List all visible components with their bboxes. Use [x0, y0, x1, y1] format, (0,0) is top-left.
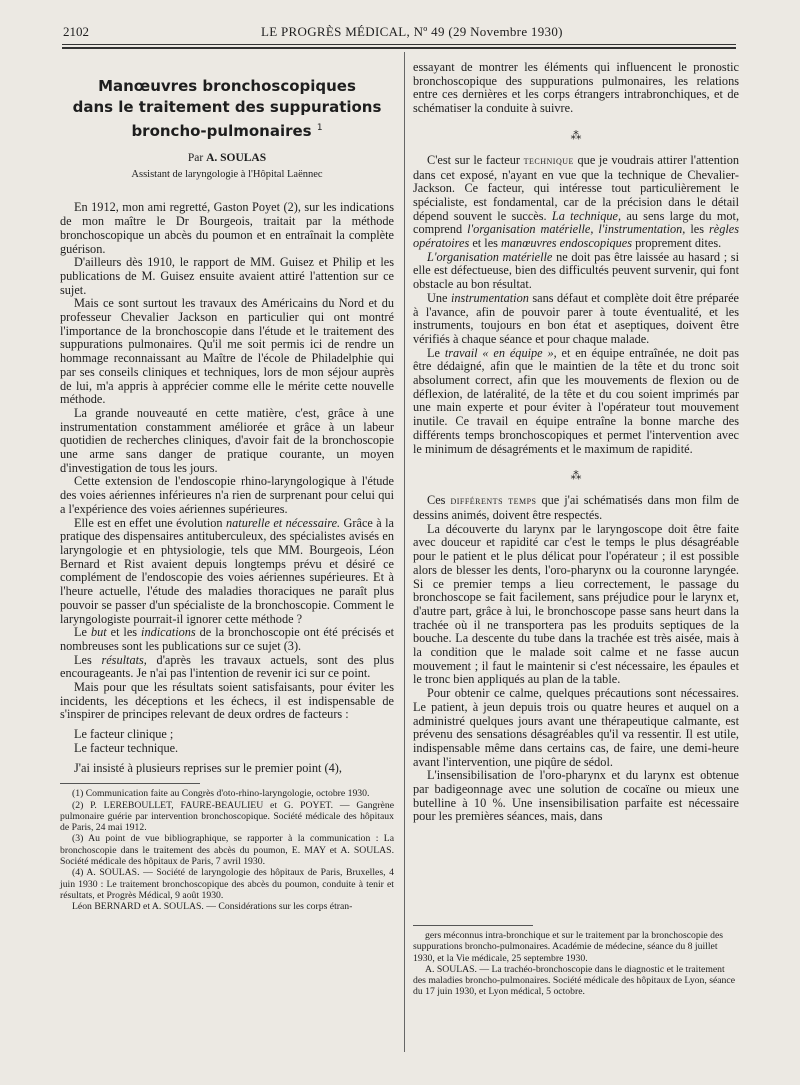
paragraph: La découverte du larynx par le laryngoscope doit être faite avec douceur et rapidité car c'est le temps le plus désagréable pour le patient et le plus délicat pour l'opérateur ; il est possible alors de blesser les dents, l'oro-pharynx ou la couronne laryngée. Si ce premier temps a lieu correctement, le passage du bronchoscope se fait facilement, sans préjudice pour le larynx et, d'autre part, grâce à lui, le bronchoscope passe sans heurt dans la trachée où il ne transportera pas les produits septiques de la bouche. La descente du tube dans la trachée est très aisée, mais à la condition que le malade soit calme et ne fasse aucun mouvement ; il faut le maintenir si c'est nécessaire, les épaules et le tronc bien appliqués au plan de la table. [413, 521, 739, 687]
left-column [60, 60, 394, 913]
author-affiliation: Assistant de laryngologie à l'Hôpital Laënnec [131, 168, 323, 180]
paragraph: Mais ce sont surtout les travaux des Américains du Nord et du professeur Chevalier Jackson en particulier qui ont montré l'importance de la bronchoscopie dans l'étude et le traitement des suppurations pulmonaires. Qu'il me soit permis ici de rendre un hommage reconnaissant au Maître de l'école de Philadelphie qui par ses conseils cliniques et techniques, lors de mon séjour auprès de lui, m'a appris à apprécier comme elle le mérite cette nouvelle méthode. [60, 296, 394, 407]
paragraph: La grande nouveauté en cette matière, c'est, grâce à une instrumentation constamment améliorée et grâce à un labeur quotidien de recherches cliniques, d'avoir fait de la bronchoscopie une arme sans danger de pratique courante, un moyen d'investigation de tous les jours. [60, 405, 394, 475]
footnote: gers méconnus intra-bronchique et sur le traitement par la bronchoscopie des suppurations broncho-pulmonaires. Académie de médecine, séance du 8 juillet 1930, et la Vie médicale, 25 septembre 1930. [413, 930, 724, 964]
title-line-3: broncho-pulmonaires [131, 122, 312, 140]
author-name: A. SOULAS [206, 152, 267, 164]
title-line-2: dans le traitement des suppurations [72, 98, 382, 116]
list-item: Le facteur clinique ; [74, 727, 174, 742]
article-title [60, 76, 394, 142]
paragraph: C'est sur le facteur technique que je voudrais attirer l'attention dans cet exposé, n'ayant en vue que la technique de Chevalier-Jackson. Ce facteur, qui intéresse tout particulièrement le spécialiste, est fondamental, car de la précision dans le détail dépend souvent le succès. La technique, au sens large du mot, comprend l'organisation matérielle, l'instrumentation, les règles opératoires et les manœuvres endoscopiques proprement dites. [413, 152, 740, 251]
right-column [413, 61, 739, 824]
paragraph: essayant de montrer les éléments qui influencent le pronostic bronchoscopique des suppurations pulmonaires, les relations entre ces dernières et les corps étrangers intrabronchiques, et de schématiser la conduite à suivre. [413, 60, 739, 116]
footnote: (4) A. SOULAS. — Société de laryngologie des hôpitaux de Paris, Bruxelles, 4 juin 1930 : Le traitement bronchoscopique des abcès du poumon, conduite à tenir et résultats, et Progrès Médical, 9 août 1930. [60, 867, 394, 901]
paragraph: Le travail « en équipe », et en équipe entraînée, ne doit pas être dédaigné, afin que le maintien de la tête et du tronc soit absolument correct, afin que les mouvements de flexion ou de déflexion, de latéralité, de la tête et du cou soient imprimés par une main experte et pour éviter à l'opérateur tout mouvement inutile. Ce travail en équipe entraîne la bonne marche des différents temps bronchoscopiques et permet l'intervention avec le minimum de désagréments et le maximum de rapidité. [413, 345, 739, 456]
title-line-1: Manœuvres bronchoscopiques [98, 77, 356, 95]
footnote: (3) Au point de vue bibliographique, se rapporter à la communication : La bronchoscopie dans le traitement des abcès du poumon, E. MAY et A. SOULAS. Société médicale des hôpitaux de Paris, 7 avril 1930. [60, 833, 394, 868]
paragraph: Cette extension de l'endoscopie rhino-laryngologique à l'étude des voies aériennes inférieures n'a rien de surprenant pour celui qui a l'expérience des voies aériennes supérieures. [60, 474, 394, 516]
paragraph: L'insensibilisation de l'oro-pharynx et du larynx est obtenue par badigeonnage avec une solution de cocaïne ou mieux une butelline à 10 %. Une insensibilisation parfaite est nécessaire pour les premières séances, mais, dans [413, 768, 739, 824]
footnote: A. SOULAS. — La trachéo-bronchoscopie dans le diagnostic et le traitement des maladies broncho-pulmonaires. Société médicale des hôpitaux de Lyon, séance du 17 juin 1930, et Lyon médical, 5 octobre. [413, 963, 736, 998]
right-footnotes [413, 917, 739, 998]
running-header [63, 24, 736, 44]
paragraph: Elle est en effet une évolution naturelle et nécessaire. Grâce à la pratique des dispensaires antituberculeux, des spécialistes avisés en laryngologie et en phtysiologie, tels que MM. Bourgeois, Léon Bernard et Rist avaient depuis longtemps prévu et désiré ce complément de l'endoscopie des voies aériennes supérieures. Et à l'heure actuelle, l'étude des maladies thoraciques ne paraît plus pouvoir se passer d'un spécialiste de la bronchoscopie. Comment le laryngologiste pourrait-il ignorer cette méthode ? [60, 515, 395, 626]
column-divider [404, 52, 405, 1052]
page-number: 2102 [63, 24, 89, 39]
footnote: (1) Communication faite au Congrès d'oto-rhino-laryngologie, octobre 1930. [72, 788, 370, 800]
header-rule-thick [62, 47, 736, 49]
paragraph: L'organisation matérielle ne doit pas être laissée au hasard ; si elle est défectueuse, bien des difficultés peuvent survenir, qui font obstacle au bon résultat. [413, 249, 739, 292]
paragraph: Mais pour que les résultats soient satisfaisants, pour éviter les incidents, les déceptions et les échecs, il est indispensable de s'inspirer de principes relevant de deux ordres de facteurs : [60, 680, 394, 722]
paragraph: Pour obtenir ce calme, quelques précautions sont nécessaires. Le patient, à jeun depuis trois ou quatre heures et auquel on a administré quelques jours avant une thérapeutique calmante, est prévenu des sensations désagréables qu'il va ressentir. Il est utile, indispensable même dans certains cas, de faire, une demi-heure avant l'intervention, une piqûre de sédol. [413, 686, 739, 769]
footnote-rule [60, 783, 200, 784]
title-footnote-mark: 1 [316, 123, 323, 133]
list-item: Le facteur technique. [74, 740, 179, 755]
paragraph: J'ai insisté à plusieurs reprises sur le premier point (4), [74, 760, 342, 775]
footnote: (2) P. LEREBOULLET, FAURE-BEAULIEU et G. POYET. — Gangrène pulmonaire guérie par intervention bronchoscopique. Société médicale des hôpitaux de Paris, 24 mai 1912. [60, 799, 394, 834]
paragraph: Le but et les indications de la bronchoscopie ont été précisés et nombreuses sont les publications sur ce sujet (3). [60, 625, 395, 653]
author-line [60, 152, 394, 166]
header-rule [62, 44, 736, 45]
paragraph: Ces différents temps que j'ai schématisés dans mon film de dessins animés, doivent être respectés. [413, 493, 739, 522]
footnote: Léon BERNARD et A. SOULAS. — Considérations sur les corps étran- [72, 901, 353, 913]
paragraph: Une instrumentation sans défaut et complète doit être préparée à l'avance, afin de pouvoir parer à toute éventualité, et les instruments, toujours en bon état et aseptiques, doivent être vérifiés à chaque séance et pour chaque malade. [413, 290, 739, 346]
paragraph: D'ailleurs dès 1910, le rapport de MM. Guisez et Philip et les publications de M. Guisez ensuite avaient attiré l'attention sur ce sujet. [60, 255, 394, 297]
footnote-rule [413, 925, 533, 926]
section-separator: ⁂ [570, 470, 582, 483]
paragraph: En 1912, mon ami regretté, Gaston Poyet (2), sur les indications de mon maître le Dr Bourgeois, traitait par la méthode bronchoscopique un abcès du poumon et en entraînait la complète guérison. [60, 200, 394, 256]
factor-list [60, 728, 394, 755]
section-separator: ⁂ [570, 129, 582, 142]
author-prefix: Par [187, 152, 204, 164]
running-title: LE PROGRÈS MÉDICAL, Nº 49 (29 Novembre 1930) [261, 24, 563, 39]
paragraph: Les résultats, d'après les travaux actuels, sont des plus encourageants. Je n'ai pas l'intention de revenir ici sur ce point. [60, 652, 394, 681]
